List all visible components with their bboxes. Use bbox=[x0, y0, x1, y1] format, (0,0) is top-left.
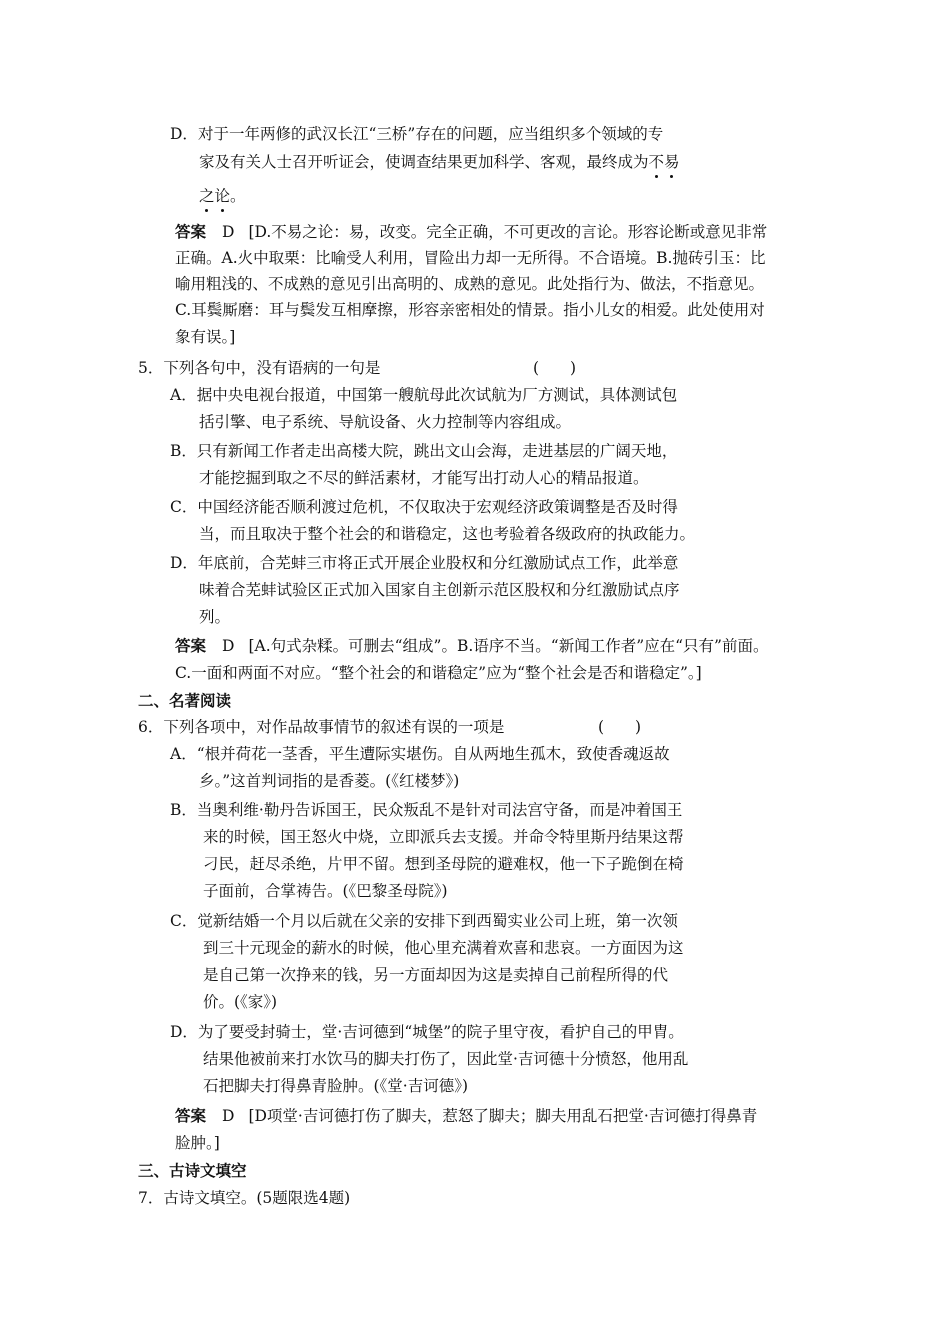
q6-answer-blank: ( ) bbox=[598, 718, 642, 736]
q5-option-a-line2: 括引擎、电子系统、导航设备、火力控制等内容组成。 bbox=[199, 413, 572, 431]
q5-option-c-line2: 当，而且取决于整个社会的和谐稳定，这也考验着各级政府的执政能力。 bbox=[199, 525, 696, 543]
q5-option-d-line3: 列。 bbox=[199, 608, 231, 626]
answer-label: 答案 bbox=[175, 1106, 207, 1125]
emphasis-dot-char: 之 bbox=[199, 187, 215, 205]
q4-option-d-line3: 之论。 bbox=[199, 187, 246, 205]
q4-answer-line2: 正确。A.火中取栗：比喻受人利用，冒险出力却一无所得。不合语境。B.抛砖引玉：比 bbox=[175, 249, 766, 267]
q6-option-b-line4: 子面前，合掌祷告。(《巴黎圣母院》) bbox=[203, 882, 448, 900]
section-heading-2: 二、名著阅读 bbox=[138, 691, 232, 710]
answer-label: 答案 bbox=[175, 636, 207, 655]
answer-key: D bbox=[222, 637, 235, 655]
emphasis-dot-char: 易 bbox=[664, 153, 680, 171]
q4-answer-line5: 象有误。] bbox=[175, 328, 236, 346]
answer-label: 答案 bbox=[175, 222, 207, 241]
q5-option-c-line1: C．中国经济能否顺利渡过危机，不仅取决于宏观经济政策调整是否及时得 bbox=[170, 498, 678, 516]
section-heading-3: 三、古诗文填空 bbox=[138, 1161, 247, 1180]
q4-option-d-line1: D．对于一年两修的武汉长江“三桥”存在的问题，应当组织多个领域的专 bbox=[170, 125, 664, 143]
q6-option-b-line3: 刁民，赶尽杀绝，片甲不留。想到圣母院的避难权，他一下子跪倒在椅 bbox=[203, 855, 684, 873]
q7-stem: 7．古诗文填空。(5题限选4题) bbox=[138, 1189, 351, 1207]
q5-option-a-line1: A．据中央电视台报道，中国第一艘航母此次试航为厂方测试，具体测试包 bbox=[170, 386, 678, 404]
answer-key: D bbox=[222, 223, 235, 241]
emphasis-dot-char: 不 bbox=[648, 153, 665, 171]
option-label: D． bbox=[170, 125, 198, 143]
q5-answer-line2: C.一面和两面不对应。“整个社会的和谐稳定”应为“整个社会是否和谐稳定”。] bbox=[175, 664, 702, 682]
emphasis-dot-char: 论 bbox=[214, 187, 231, 205]
q6-answer-line1: 答案 D [D项堂·吉诃德打伤了脚夫，惹怒了脚夫；脚夫用乱石把堂·吉诃德打得鼻青 bbox=[175, 1106, 758, 1125]
q4-answer-line4: C.耳鬓厮磨：耳与鬓发互相摩擦，形容亲密相处的情景。指小儿女的相爱。此处使用对 bbox=[175, 301, 765, 319]
q6-option-c-line3: 是自己第一次挣来的钱，另一方面却因为这是卖掉自己前程所得的代 bbox=[203, 966, 669, 984]
q4-answer-line1: 答案 D [D.不易之论：易，改变。完全正确，不可更改的言论。形容论断或意见非常 bbox=[175, 222, 768, 241]
q4-answer-line3: 喻用粗浅的、不成熟的意见引出高明的、成熟的意见。此处指行为、做法，不指意见。 bbox=[175, 275, 765, 293]
q4-option-d-line2: 家及有关人士召开听证会，使调查结果更加科学、客观，最终成为不易 bbox=[199, 153, 680, 171]
q6-option-b-line2: 来的时候，国王怒火中烧，立即派兵去支援。并命令特里斯丹结果这帮 bbox=[203, 828, 684, 846]
q6-option-d-line2: 结果他被前来打水饮马的脚夫打伤了，因此堂·吉诃德十分愤怒，他用乱 bbox=[203, 1050, 689, 1068]
q6-answer-line2: 脸肿。] bbox=[175, 1134, 220, 1152]
q6-option-c-line4: 价。(《家》) bbox=[203, 993, 278, 1011]
q5-answer-line1: 答案 D [A.句式杂糅。可删去“组成”。B.语序不当。“新闻工作者”应在“只有”前面。 bbox=[175, 636, 769, 655]
q5-stem: 5．下列各句中，没有语病的一句是 bbox=[138, 359, 381, 377]
q6-option-d-line1: D．为了要受封骑士，堂·吉诃德到“城堡”的院子里守夜，看护自己的甲胄。 bbox=[170, 1023, 684, 1041]
q6-option-a-line2: 乡。”这首判词指的是香菱。(《红楼梦》) bbox=[199, 772, 460, 790]
q6-option-a-line1: A．“根并荷花一茎香，平生遭际实堪伤。自从两地生孤木，致使香魂返故 bbox=[170, 745, 670, 763]
q5-option-d-line1: D．年底前，合芜蚌三市将正式开展企业股权和分红激励试点工作，此举意 bbox=[170, 554, 679, 572]
q6-option-b-line1: B．当奥利维·勒丹告诉国王，民众叛乱不是针对司法宫守备，而是冲着国王 bbox=[170, 801, 683, 819]
q6-option-d-line3: 石把脚夫打得鼻青脸肿。(《堂·吉诃德》) bbox=[203, 1077, 469, 1095]
q5-option-b-line2: 才能挖掘到取之不尽的鲜活素材，才能写出打动人心的精品报道。 bbox=[199, 469, 649, 487]
q6-option-c-line1: C．觉新结婚一个月以后就在父亲的安排下到西蜀实业公司上班，第一次领 bbox=[170, 912, 678, 930]
answer-key: D bbox=[222, 1107, 235, 1125]
q6-option-c-line2: 到三十元现金的薪水的时候，他心里充满着欢喜和悲哀。一方面因为这 bbox=[203, 939, 684, 957]
q5-answer-blank: ( ) bbox=[533, 359, 577, 377]
q5-option-d-line2: 味着合芜蚌试验区正式加入国家自主创新示范区股权和分红激励试点序 bbox=[199, 581, 680, 599]
q6-stem: 6．下列各项中，对作品故事情节的叙述有误的一项是 bbox=[138, 718, 505, 736]
q5-option-b-line1: B．只有新闻工作者走出高楼大院，跳出文山会海，走进基层的广阔天地， bbox=[170, 442, 678, 460]
